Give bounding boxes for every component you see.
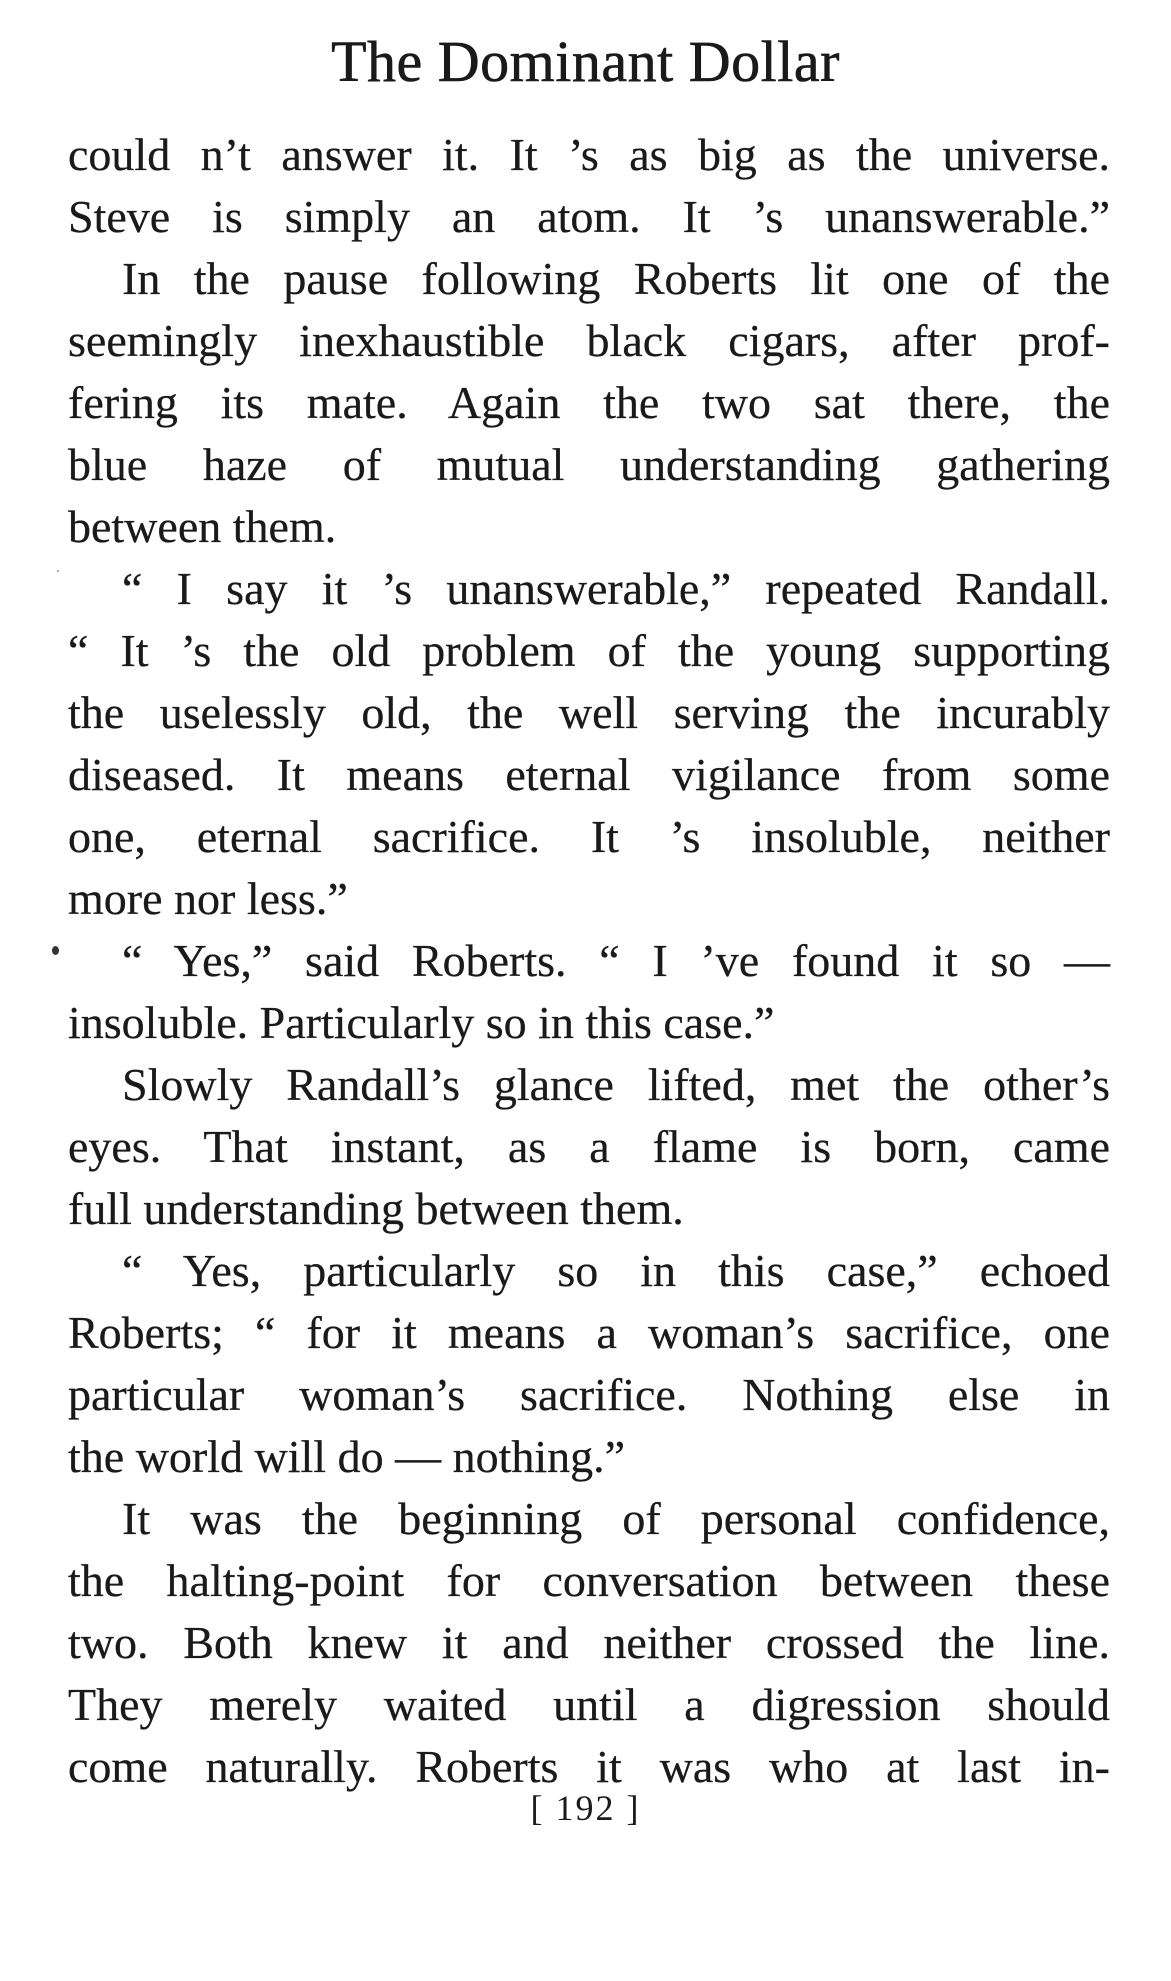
text-line: “ Yes, particularly so in this case,” echoed (122, 1245, 1110, 1296)
text-line: more nor less.” (68, 873, 348, 924)
text-line: two. Both knew it and neither crossed the line. (68, 1617, 1110, 1668)
text-line: the world will do — nothing.” (68, 1431, 626, 1482)
text-line: It was the beginning of personal confidence, (122, 1493, 1110, 1544)
text-line: eyes. That instant, as a flame is born, came (68, 1121, 1110, 1172)
text-line: Slowly Randall’s glance lifted, met the other’s (122, 1059, 1110, 1110)
text-line: They merely waited until a digression should (68, 1679, 1110, 1730)
text-line: the uselessly old, the well serving the incurably (68, 687, 1110, 738)
text-line: Roberts; “ for it means a woman’s sacrifice, one (68, 1307, 1110, 1358)
text-line: “ Yes,” said Roberts. “ I ’ve found it so — (122, 935, 1110, 986)
ink-speck (52, 946, 59, 955)
text-line: In the pause following Roberts lit one of the (122, 253, 1110, 304)
text-line: “ It ’s the old problem of the young supporting (68, 625, 1110, 676)
text-line: the halting-point for conversation between these (68, 1555, 1110, 1606)
ink-speck (57, 570, 59, 572)
text-line: blue haze of mutual understanding gathering (68, 439, 1110, 490)
text-line: seemingly inexhaustible black cigars, after prof- (68, 315, 1110, 366)
text-line: “ I say it ’s unanswerable,” repeated Randall. (122, 563, 1110, 614)
text-line: particular woman’s sacrifice. Nothing else in (68, 1369, 1110, 1420)
running-head: The Dominant Dollar (331, 29, 840, 94)
text-line: Steve is simply an atom. It ’s unanswerable.” (68, 191, 1110, 242)
text-line: between them. (68, 501, 337, 552)
text-line: diseased. It means eternal vigilance from some (68, 749, 1110, 800)
text-line: insoluble. Particularly so in this case.” (68, 997, 775, 1048)
text-line: full understanding between them. (68, 1183, 684, 1234)
text-line: could n’t answer it. It ’s as big as the universe. (68, 129, 1110, 180)
text-line: one, eternal sacrifice. It ’s insoluble, neither (68, 811, 1110, 862)
text-line: fering its mate. Again the two sat there, the (68, 377, 1110, 428)
page-number: [ 192 ] (530, 1788, 641, 1828)
text-line: come naturally. Roberts it was who at last in- (68, 1741, 1110, 1792)
body-text (68, 124, 1110, 1798)
